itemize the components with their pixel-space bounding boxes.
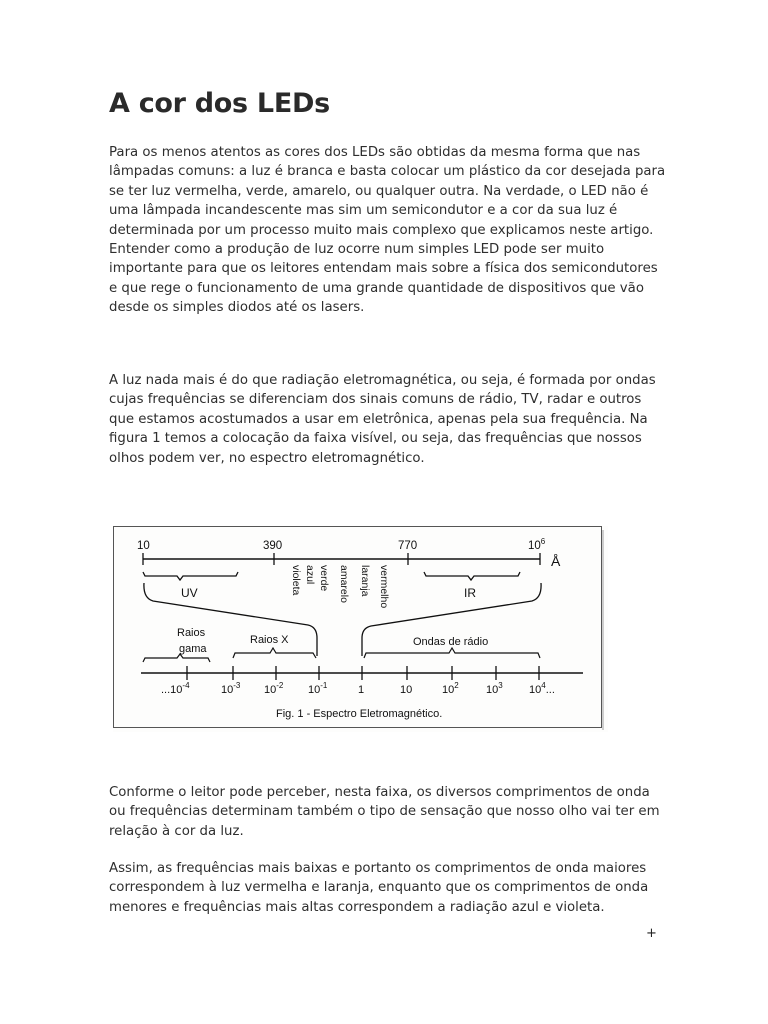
color-label: verde (318, 565, 330, 592)
bottom-tick-label: $10^3$ (486, 681, 503, 696)
xray-label: Raios X (250, 634, 289, 646)
uv-label: UV (181, 586, 198, 600)
bottom-tick-label: $10^{-3}$ (221, 681, 241, 696)
bottom-tick-label: 10 (400, 684, 413, 696)
page-mark: + (646, 926, 657, 941)
bottom-tick-label: $10^{-2}$ (264, 681, 284, 696)
radio-label: Ondas de rádio (413, 636, 489, 648)
top-tick-label: $10^6$ (528, 537, 546, 552)
spectrum-figure (113, 526, 608, 732)
unit-angstrom: Å (551, 553, 561, 569)
figure-caption: Fig. 1 - Espectro Eletromagnético. (276, 708, 443, 720)
paragraph-wavelength: Conforme o leitor pode perceber, nesta faixa, os diversos comprimentos de onda ou frequências determinam também o tipo de sensação que nosso olho vai ter em relação à cor da luz. (109, 785, 660, 839)
color-label: laranja (359, 565, 371, 597)
paragraph-intro: Para os menos atentos as cores dos LEDs são obtidas da mesma forma que nas lâmpadas comuns: a luz é branca e basta colocar um plástico da cor desejada para se ter luz vermelha, verde, amarelo, ou qualquer outra. Na verdade, o LED não é uma lâmpada incandescente mas sim um semicondutor e a cor da sua luz é determinada por um processo muito mais complexo que explicamos neste artigo. Entender como a produção de luz ocorre num simples LED pode ser muito importante para que os leitores entendam mais sobre a física dos semicondutores e que rege o funcionamento de uma grande quantidade de dispositivos que vão desde os simples diodos até os lasers. (109, 145, 666, 316)
gamma-label: Raios (177, 627, 206, 639)
gamma-brace (143, 654, 210, 662)
color-label: azul (304, 565, 316, 585)
ir-label: IR (464, 586, 476, 600)
bottom-tick-label: $...10^{-4}$ (161, 681, 190, 696)
color-label: vermelho (378, 565, 390, 609)
paragraph-radiation: A luz nada mais é do que radiação eletromagnética, ou seja, é formada por ondas cujas frequências se diferenciam dos sinais comuns de rádio, TV, radar e outros que estamos acostumados a usar em eletrônica, apenas pela sua frequência. Na figura 1 temos a colocação da faixa visível, ou seja, das frequências que nossos olhos podem ver, no espectro eletromagnético. (109, 373, 656, 466)
top-tick-label: 390 (263, 540, 283, 552)
page-title: A cor dos LEDs (109, 88, 330, 119)
top-tick-label: 10 (137, 540, 150, 552)
top-tick-label: 770 (398, 540, 418, 552)
bottom-tick-label: 1 (358, 684, 365, 696)
color-label: violeta (290, 565, 302, 596)
radio-brace (364, 648, 540, 658)
paragraph-colors: Assim, as frequências mais baixas e portanto os comprimentos de onda maiores correspondem à luz vermelha e laranja, enquanto que os comprimentos de onda menores e frequências mais altas correspondem a radiação azul e violeta. (109, 861, 649, 915)
bottom-tick-label: $10^{-1}$ (308, 681, 328, 696)
gamma-label: gama (179, 643, 207, 655)
xray-brace (233, 648, 316, 658)
uv-brace (143, 572, 238, 580)
spectrum-diagram (113, 526, 608, 732)
color-label: amarelo (338, 565, 350, 603)
ir-brace (424, 572, 520, 580)
bottom-tick-label: $10^2$ (442, 681, 459, 696)
bottom-tick-label: $10^4$... (529, 681, 555, 696)
